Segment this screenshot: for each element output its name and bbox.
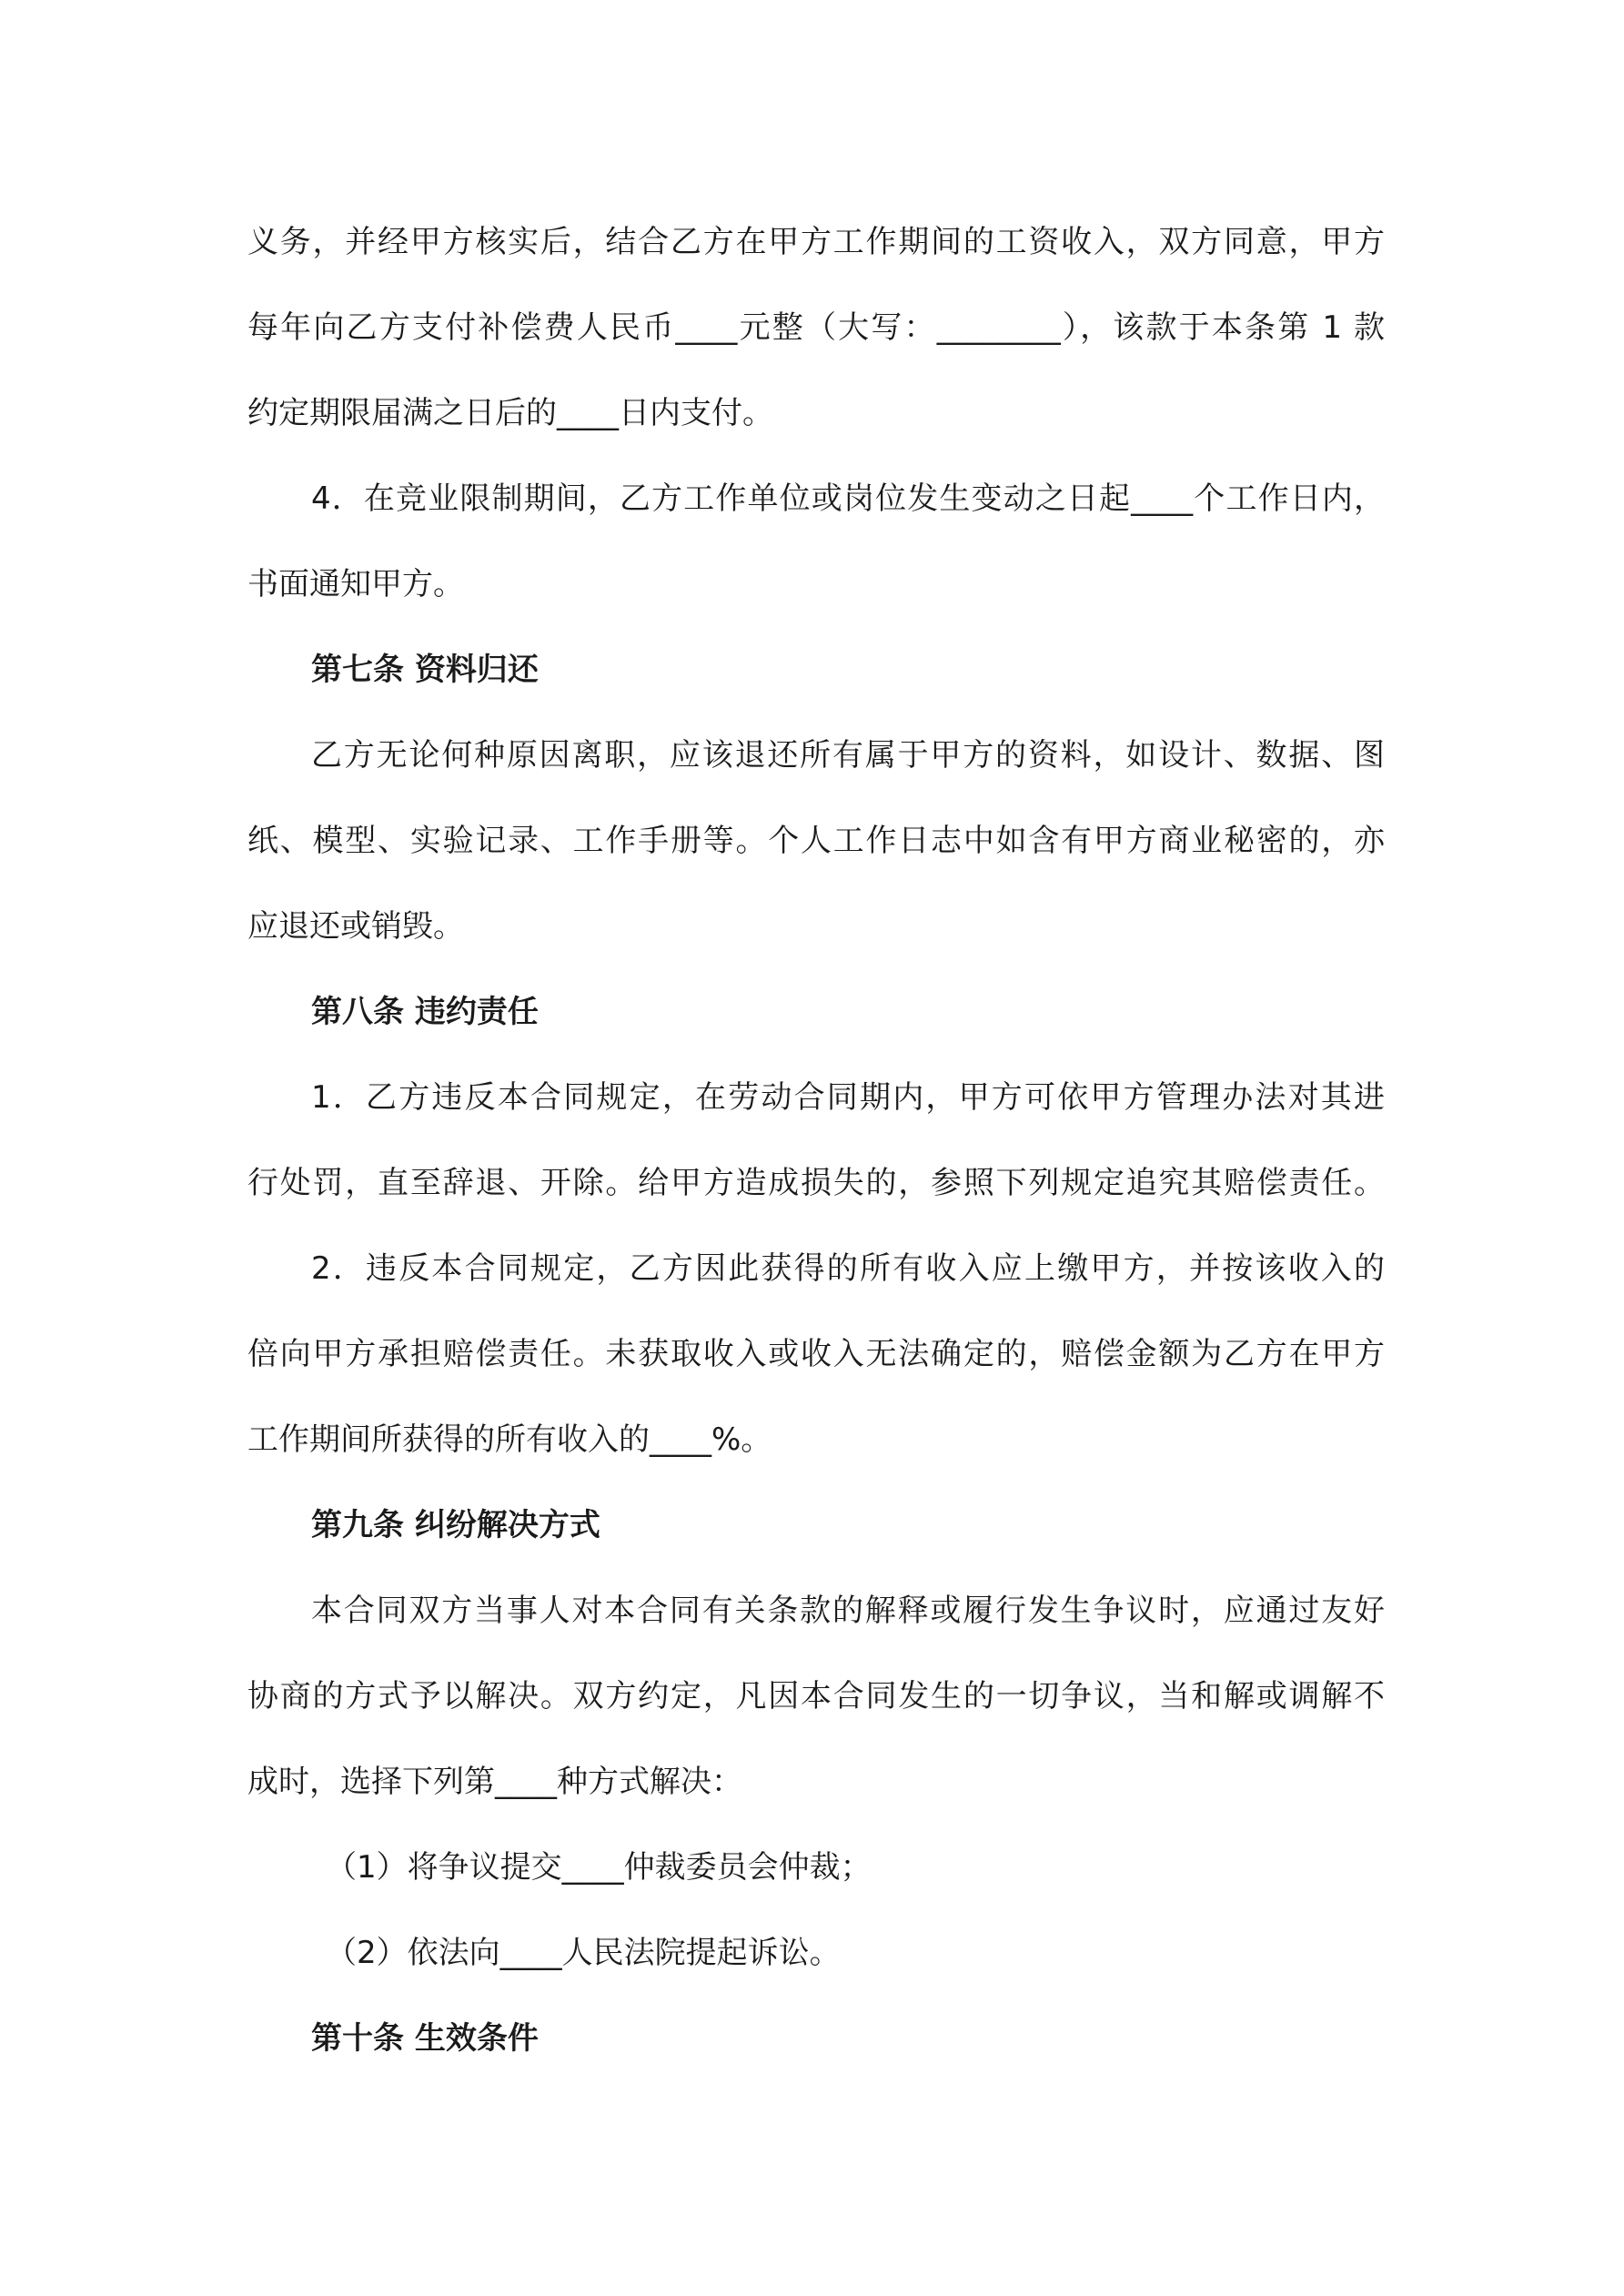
- paragraph-line: 乙方无论何种原因离职，应该退还所有属于甲方的资料，如设计、数据、图: [311, 737, 1385, 774]
- paragraph-line: 协商的方式予以解决。双方约定，凡因本合同发生的一切争议，当和解或调解不: [247, 1678, 1385, 1714]
- paragraph-line: 纸、模型、实验记录、工作手册等。个人工作日志中如含有甲方商业秘密的，亦: [247, 823, 1385, 859]
- paragraph-line: 4．在竞业限制期间，乙方工作单位或岗位发生变动之日起____个工作日内，: [311, 480, 1385, 517]
- paragraph-line: 工作期间所获得的所有收入的____%。: [247, 1421, 772, 1458]
- list-item: （1）将争议提交____仲裁委员会仲裁；: [326, 1849, 872, 1886]
- section-heading: 第十条 生效条件: [311, 2020, 539, 2057]
- paragraph-line: 成时，选择下列第____种方式解决：: [247, 1764, 742, 1800]
- paragraph-line: 行处罚，直至辞退、开除。给甲方造成损失的，参照下列规定追究其赔偿责任。: [247, 1165, 1385, 1201]
- paragraph-line: 约定期限届满之日后的____日内支付。: [247, 395, 773, 431]
- paragraph-line: 2．违反本合同规定，乙方因此获得的所有收入应上缴甲方，并按该收入的: [311, 1250, 1385, 1287]
- section-heading: 第九条 纠纷解决方式: [311, 1507, 600, 1543]
- list-item: （2）依法向____人民法院提起诉讼。: [326, 1935, 841, 1971]
- paragraph-line: 义务，并经甲方核实后，结合乙方在甲方工作期间的工资收入，双方同意，甲方: [247, 224, 1385, 260]
- paragraph-line: 倍向甲方承担赔偿责任。未获取收入或收入无法确定的，赔偿金额为乙方在甲方: [247, 1336, 1385, 1372]
- paragraph-line: 应退还或销毁。: [247, 908, 464, 945]
- section-heading: 第七条 资料归还: [311, 652, 539, 688]
- paragraph-line: 1．乙方违反本合同规定，在劳动合同期内，甲方可依甲方管理办法对其进: [311, 1079, 1385, 1116]
- paragraph-line: 每年向乙方支付补偿费人民币____元整（大写：________），该款于本条第 1 款: [247, 309, 1385, 346]
- paragraph-line: 本合同双方当事人对本合同有关条款的解释或履行发生争议时，应通过友好: [311, 1593, 1385, 1629]
- section-heading: 第八条 违约责任: [311, 994, 539, 1030]
- paragraph-line: 书面通知甲方。: [247, 566, 464, 602]
